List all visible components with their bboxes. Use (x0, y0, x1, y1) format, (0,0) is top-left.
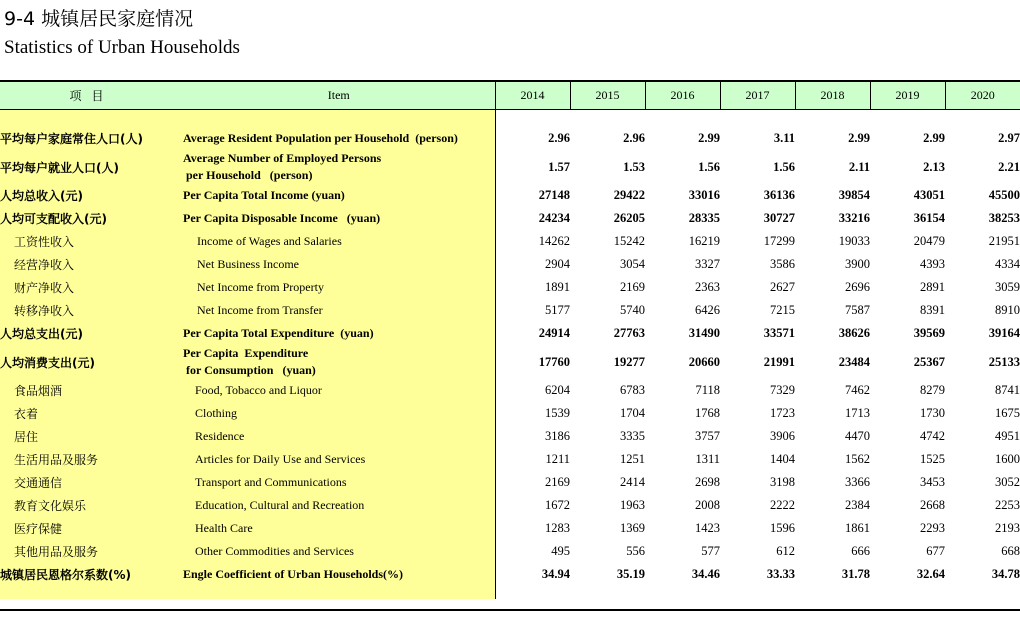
cell-value: 495 (551, 544, 570, 558)
row-label-english (183, 207, 495, 230)
cell-value: 24914 (538, 326, 570, 340)
row-label-english-line: Average Resident Population per Household (person) (183, 131, 458, 145)
cell-value: 1713 (845, 406, 870, 420)
row-label-english-line: Transport and Communications (195, 475, 347, 489)
cell-value: 2384 (845, 498, 870, 512)
table-row (0, 230, 1020, 253)
cell-value: 38626 (838, 326, 870, 340)
cell-value: 38253 (988, 211, 1020, 225)
table-row (0, 184, 1020, 207)
table-title-chinese: 9-4 城镇居民家庭情况 (4, 8, 194, 30)
cell-value: 7587 (845, 303, 870, 317)
row-label-english-line: Clothing (195, 406, 238, 420)
cell-value: 2414 (620, 475, 645, 489)
row-label-english-line: Net Business Income (197, 257, 299, 271)
cell-value: 3052 (995, 475, 1020, 489)
cell-value: 43051 (913, 188, 945, 202)
cell-value: 2904 (545, 257, 570, 271)
cell-value: 612 (776, 544, 795, 558)
cell-value: 39854 (838, 188, 870, 202)
table-row (0, 345, 1020, 379)
row-label-english-line: Net Income from Transfer (197, 303, 323, 317)
urban-households-table (0, 82, 1020, 599)
row-label-chinese: 城镇居民恩格尔系数(%) (0, 563, 183, 586)
cell-value: 31.78 (841, 567, 870, 581)
row-label-chinese: 其他用品及服务 (0, 540, 183, 563)
cell-value: 2627 (770, 280, 795, 294)
cell-value: 33571 (763, 326, 795, 340)
cell-value: 8279 (920, 383, 945, 397)
cell-value: 5177 (545, 303, 570, 317)
cell-value: 1675 (995, 406, 1020, 420)
cell-value: 1704 (620, 406, 645, 420)
cell-value: 28335 (688, 211, 720, 225)
cell-value: 1861 (845, 521, 870, 535)
cell-value: 4393 (920, 257, 945, 271)
row-label-english (183, 494, 495, 517)
row-label-chinese: 居住 (0, 425, 183, 448)
row-label-english (183, 127, 495, 150)
row-label-english-line: Net Income from Property (197, 280, 324, 294)
row-label-english (183, 184, 495, 207)
table-row (0, 517, 1020, 540)
cell-value: 3335 (620, 429, 645, 443)
cell-value: 15242 (613, 234, 645, 248)
cell-value: 1562 (845, 452, 870, 466)
cell-value: 39569 (913, 326, 945, 340)
row-label-english (183, 425, 495, 448)
table-row (0, 253, 1020, 276)
cell-value: 26205 (613, 211, 645, 225)
cell-value: 6426 (695, 303, 720, 317)
cell-value: 3059 (995, 280, 1020, 294)
cell-value: 3186 (545, 429, 570, 443)
row-label-english (183, 276, 495, 299)
row-label-english (183, 322, 495, 345)
row-label-chinese: 人均总支出(元) (0, 322, 183, 345)
row-label-english (183, 448, 495, 471)
cell-value: 3327 (695, 257, 720, 271)
header-year: 2016 (645, 82, 720, 110)
cell-value: 23484 (838, 354, 870, 369)
header-year: 2020 (945, 82, 1020, 110)
table-title-english: Statistics of Urban Households (4, 37, 240, 58)
row-label-english (183, 253, 495, 276)
cell-value: 21991 (763, 354, 795, 369)
cell-value: 17299 (763, 234, 795, 248)
row-label-english-line: Per Capita Expenditure (183, 346, 309, 360)
cell-value: 3366 (845, 475, 870, 489)
cell-value: 7215 (770, 303, 795, 317)
row-label-english-line: Average Number of Employed Persons (183, 151, 382, 165)
spacer-row (0, 586, 1020, 599)
cell-value: 2.96 (548, 131, 570, 145)
row-label-chinese: 人均消费支出(元) (0, 345, 183, 379)
row-label-chinese: 平均每户就业人口(人) (0, 150, 183, 184)
cell-value: 2169 (545, 475, 570, 489)
header-year: 2015 (570, 82, 645, 110)
table-row (0, 127, 1020, 150)
row-label-chinese: 平均每户家庭常住人口(人) (0, 127, 183, 150)
cell-value: 25367 (913, 354, 945, 369)
bottom-rule (0, 609, 1020, 611)
cell-value: 29422 (613, 188, 645, 202)
cell-value: 8741 (995, 383, 1020, 397)
cell-value: 2008 (695, 498, 720, 512)
cell-value: 1251 (620, 452, 645, 466)
row-label-english-line: for Consumption (yuan) (183, 363, 316, 377)
table-row (0, 563, 1020, 586)
row-label-chinese: 经营净收入 (0, 253, 183, 276)
cell-value: 3054 (620, 257, 645, 271)
header-year: 2014 (495, 82, 570, 110)
cell-value: 666 (851, 544, 870, 558)
row-label-chinese: 人均总收入(元) (0, 184, 183, 207)
cell-value: 32.64 (916, 567, 945, 581)
table-row (0, 379, 1020, 402)
table-row (0, 322, 1020, 345)
row-label-chinese: 衣着 (0, 402, 183, 425)
cell-value: 39164 (988, 326, 1020, 340)
header-row (0, 82, 1020, 110)
row-label-chinese: 工资性收入 (0, 230, 183, 253)
cell-value: 2.97 (998, 131, 1020, 145)
row-label-english-line: Per Capita Disposable Income (yuan) (183, 211, 381, 225)
cell-value: 25133 (988, 354, 1020, 369)
cell-value: 7118 (695, 383, 720, 397)
cell-value: 1672 (545, 498, 570, 512)
header-item-english: Item (183, 82, 495, 110)
spacer-row (0, 110, 1020, 128)
row-label-english (183, 402, 495, 425)
cell-value: 4742 (920, 429, 945, 443)
header-year: 2018 (795, 82, 870, 110)
cell-value: 1311 (695, 452, 720, 466)
cell-value: 668 (1001, 544, 1020, 558)
table-row (0, 402, 1020, 425)
cell-value: 20660 (688, 354, 720, 369)
cell-value: 2.21 (998, 159, 1020, 174)
row-label-english-line: Articles for Daily Use and Services (195, 452, 366, 466)
cell-value: 8391 (920, 303, 945, 317)
cell-value: 3.11 (773, 131, 795, 145)
cell-value: 3900 (845, 257, 870, 271)
header-year: 2017 (720, 82, 795, 110)
cell-value: 577 (701, 544, 720, 558)
cell-value: 2.11 (848, 159, 870, 174)
row-label-english (183, 540, 495, 563)
cell-value: 27763 (613, 326, 645, 340)
cell-value: 556 (626, 544, 645, 558)
cell-value: 1891 (545, 280, 570, 294)
cell-value: 6783 (620, 383, 645, 397)
cell-value: 33216 (838, 211, 870, 225)
cell-value: 1539 (545, 406, 570, 420)
cell-value: 2193 (995, 521, 1020, 535)
row-label-english-line: Education, Cultural and Recreation (195, 498, 365, 512)
row-label-english (183, 345, 495, 379)
cell-value: 1963 (620, 498, 645, 512)
cell-value: 5740 (620, 303, 645, 317)
cell-value: 3906 (770, 429, 795, 443)
header-item-chinese: 项目 (0, 82, 183, 110)
row-label-chinese: 转移净收入 (0, 299, 183, 322)
row-label-english-line: Engle Coefficient of Urban Households(%) (183, 567, 403, 581)
cell-value: 33.33 (766, 567, 795, 581)
cell-value: 24234 (538, 211, 570, 225)
cell-value: 1404 (770, 452, 795, 466)
cell-value: 1596 (770, 521, 795, 535)
row-label-english (183, 299, 495, 322)
cell-value: 2293 (920, 521, 945, 535)
row-label-chinese: 人均可支配收入(元) (0, 207, 183, 230)
cell-value: 1211 (545, 452, 570, 466)
cell-value: 2.99 (848, 131, 870, 145)
cell-value: 2253 (995, 498, 1020, 512)
cell-value: 1730 (920, 406, 945, 420)
table-row (0, 425, 1020, 448)
cell-value: 1.57 (548, 159, 570, 174)
row-label-chinese: 生活用品及服务 (0, 448, 183, 471)
cell-value: 33016 (688, 188, 720, 202)
row-label-chinese: 医疗保健 (0, 517, 183, 540)
cell-value: 27148 (538, 188, 570, 202)
row-label-english-line: Health Care (195, 521, 253, 535)
cell-value: 2222 (770, 498, 795, 512)
cell-value: 2696 (845, 280, 870, 294)
cell-value: 4334 (995, 257, 1020, 271)
row-label-english (183, 379, 495, 402)
cell-value: 2.13 (923, 159, 945, 174)
cell-value: 45500 (988, 188, 1020, 202)
cell-value: 3453 (920, 475, 945, 489)
cell-value: 4951 (995, 429, 1020, 443)
cell-value: 36136 (763, 188, 795, 202)
table-row (0, 448, 1020, 471)
cell-value: 4470 (845, 429, 870, 443)
cell-value: 1600 (995, 452, 1020, 466)
table-row (0, 540, 1020, 563)
row-label-chinese: 教育文化娱乐 (0, 494, 183, 517)
cell-value: 34.46 (691, 567, 720, 581)
row-label-english (183, 563, 495, 586)
cell-value: 35.19 (616, 567, 645, 581)
cell-value: 677 (926, 544, 945, 558)
cell-value: 19277 (613, 354, 645, 369)
cell-value: 21951 (988, 234, 1020, 248)
cell-value: 8910 (995, 303, 1020, 317)
table-row (0, 276, 1020, 299)
cell-value: 17760 (538, 354, 570, 369)
row-label-english (183, 517, 495, 540)
cell-value: 34.78 (991, 567, 1020, 581)
table-row (0, 494, 1020, 517)
cell-value: 14262 (538, 234, 570, 248)
cell-value: 1525 (920, 452, 945, 466)
cell-value: 1369 (620, 521, 645, 535)
cell-value: 1.53 (623, 159, 645, 174)
cell-value: 2668 (920, 498, 945, 512)
row-label-english (183, 471, 495, 494)
cell-value: 2891 (920, 280, 945, 294)
row-label-chinese: 交通通信 (0, 471, 183, 494)
row-label-english-line: Per Capita Total Income (yuan) (183, 188, 345, 202)
cell-value: 2.99 (698, 131, 720, 145)
header-year: 2019 (870, 82, 945, 110)
row-label-english-line: Food, Tobacco and Liquor (195, 383, 322, 397)
cell-value: 20479 (913, 234, 945, 248)
cell-value: 1423 (695, 521, 720, 535)
row-label-english-line: per Household (person) (183, 168, 313, 182)
cell-value: 1283 (545, 521, 570, 535)
cell-value: 1.56 (773, 159, 795, 174)
cell-value: 2.96 (623, 131, 645, 145)
cell-value: 6204 (545, 383, 570, 397)
row-label-english (183, 150, 495, 184)
table-row (0, 207, 1020, 230)
cell-value: 7462 (845, 383, 870, 397)
cell-value: 16219 (688, 234, 720, 248)
row-label-english-line: Residence (195, 429, 245, 443)
cell-value: 30727 (763, 211, 795, 225)
cell-value: 2169 (620, 280, 645, 294)
row-label-chinese: 食品烟酒 (0, 379, 183, 402)
cell-value: 2363 (695, 280, 720, 294)
cell-value: 1.56 (698, 159, 720, 174)
cell-value: 3757 (695, 429, 720, 443)
cell-value: 2698 (695, 475, 720, 489)
row-label-english-line: Other Commodities and Services (195, 544, 354, 558)
cell-value: 1768 (695, 406, 720, 420)
cell-value: 7329 (770, 383, 795, 397)
row-label-english (183, 230, 495, 253)
cell-value: 1723 (770, 406, 795, 420)
table-row (0, 150, 1020, 184)
cell-value: 2.99 (923, 131, 945, 145)
row-label-english-line: Per Capita Total Expenditure (yuan) (183, 326, 374, 340)
cell-value: 3586 (770, 257, 795, 271)
cell-value: 34.94 (541, 567, 570, 581)
row-label-english-line: Income of Wages and Salaries (197, 234, 342, 248)
table-row (0, 471, 1020, 494)
table-row (0, 299, 1020, 322)
row-label-chinese: 财产净收入 (0, 276, 183, 299)
cell-value: 36154 (913, 211, 945, 225)
cell-value: 3198 (770, 475, 795, 489)
cell-value: 31490 (688, 326, 720, 340)
cell-value: 19033 (838, 234, 870, 248)
